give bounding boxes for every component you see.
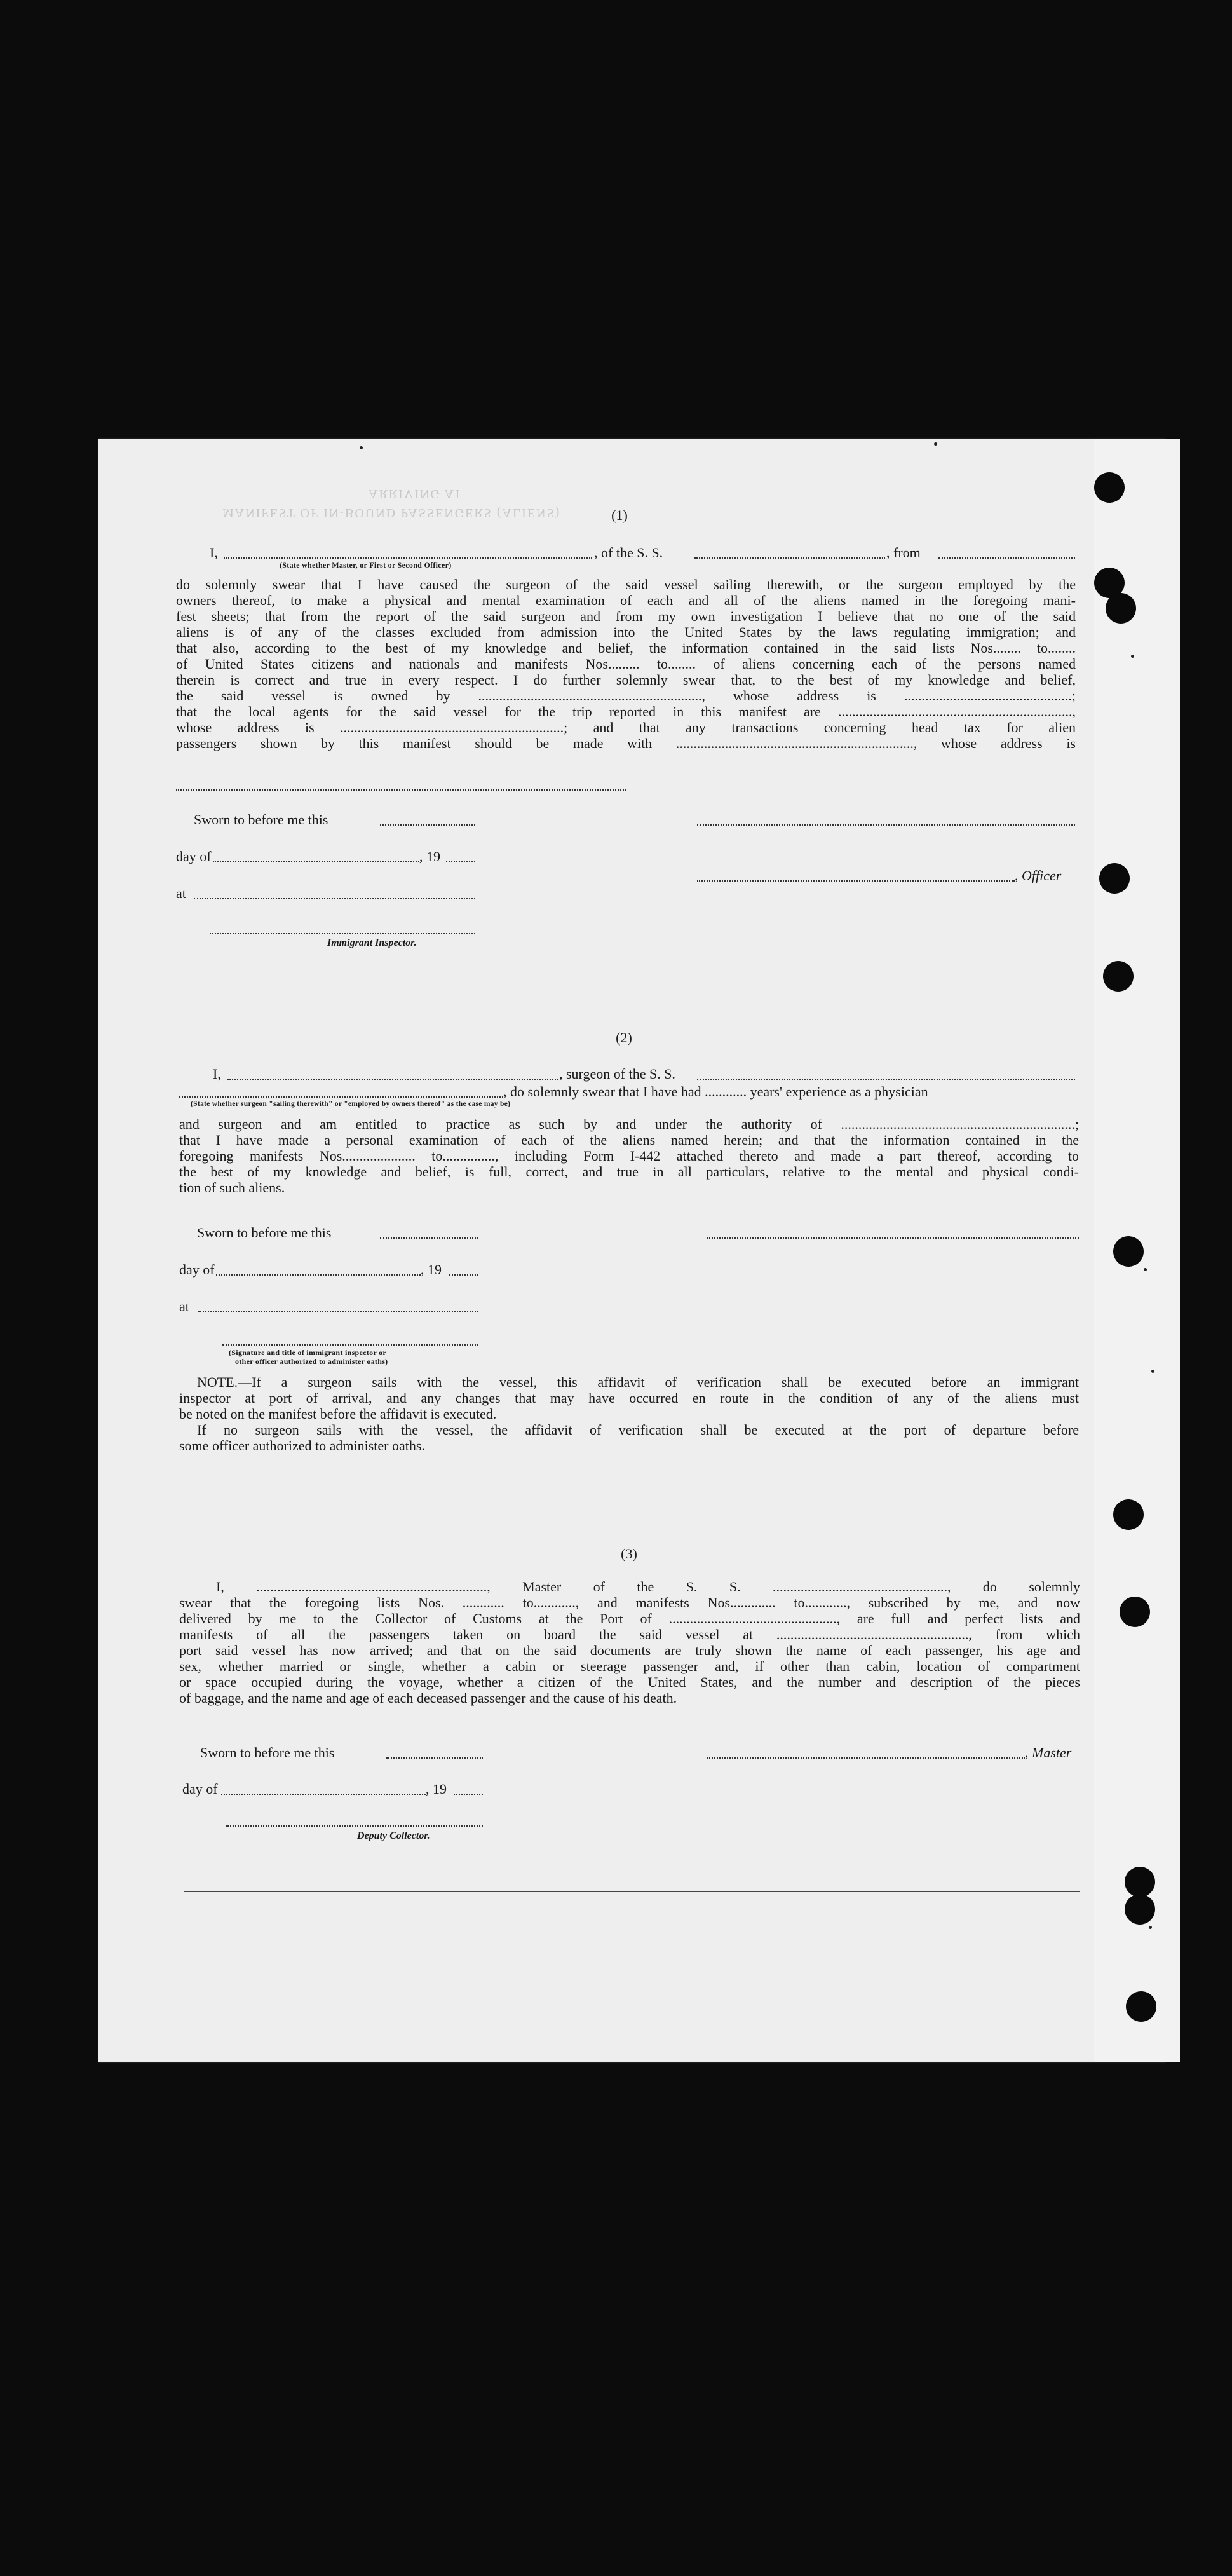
s3-body-line: sex, whether married or single, whether a cabin or steerage passenger and, if other than cabin, location of compartment [179,1658,1080,1674]
speck [934,442,937,446]
s1-from: , from [886,545,921,561]
s1-officer-signature-line [697,824,1075,826]
s1-of-ss: , of the S. S. [594,545,663,561]
s1-body-line: of United States citizens and nationals and manifests Nos......... to........ of aliens concerning each of the persons named [176,656,1076,672]
binder-hole [1099,863,1130,894]
s3-body-line: delivered by me to the Collector of Customs at the Port of ................................................, are full and perfect lists and [179,1611,1080,1626]
s2-line-2: , do solemnly swear that I have had ............ years' experience as a physician [503,1084,928,1100]
section-2-number: (2) [616,1030,632,1046]
s2-note [179,1374,1079,1454]
s1-body-line: that also, according to the best of my knowledge and belief, the information contained in the said lists Nos........ to........ [176,640,1076,656]
binder-hole [1125,1867,1155,1897]
s1-day-line [213,861,419,862]
s2-sworn-label: Sworn to before me this [197,1225,332,1241]
s3-body-line: manifests of all the passengers taken on board the said vessel at ......................................................., from which [179,1626,1080,1642]
s1-at-line [194,898,475,899]
s3-day-of: day of [182,1781,218,1797]
s2-signature-line [707,1237,1079,1239]
s1-sworn-label: Sworn to before me this [194,812,328,828]
s2-body-line: tion of such aliens. [179,1180,285,1196]
s2-sig-note-1: (Signature and title of immigrant inspector or [229,1348,387,1357]
s2-surgeon-of-ss: , surgeon of the S. S. [559,1066,675,1082]
s2-officer-signature-line [222,1344,478,1346]
s1-address-continuation-line [176,789,626,791]
binder-hole [1120,1597,1150,1627]
s3-body-line: swear that the foregoing lists Nos. ............ to............, and manifests Nos............. to............, subscribed by me, and now [179,1595,1080,1611]
s3-body-line: I, .................................................................., Master of the S. S. .................................................., do solemnly [216,1579,1080,1595]
s2-day-of: day of [179,1262,215,1278]
s1-body-line: fest sheets; that from the report of the said surgeon and from my own investigation I believe that no one of the said [176,608,1076,624]
s2-day-line [216,1274,421,1276]
s2-note-line: If no surgeon sails with the vessel, the affidavit of verification shall be executed at the port of departure before [197,1422,1079,1438]
s1-body [176,576,1076,751]
s3-year: , 19 [426,1781,447,1797]
s1-body-line: that the local agents for the said vessel for the trip reported in this manifest are ..................................................................., [176,704,1076,719]
s1-year-line [446,861,475,862]
s1-inspector: Immigrant Inspector. [327,937,417,948]
s3-master: , Master [1025,1745,1072,1761]
speck [1149,1926,1152,1929]
s3-day-line [221,1794,426,1795]
s2-sworn-line [380,1237,478,1239]
s1-sworn-line [380,824,475,826]
s1-body-line: owners thereof, to make a physical and mental examination of each and all of the aliens named in the foregoing mani- [176,592,1076,608]
s2-surgeon-note: (State whether surgeon "sailing therewith" or "employed by owners thereof" as the case may be) [191,1100,511,1108]
section-1-number: (1) [611,507,628,523]
s1-master-note: (State whether Master, or First or Second Officer) [280,561,452,569]
speck [1131,655,1134,658]
s2-surgeon-name-line [227,1079,558,1080]
s3-sworn-line [386,1757,483,1759]
s1-officer: , Officer [1015,868,1062,883]
s1-vessel-line [694,557,885,559]
s1-body-line: passengers shown by this manifest should be made with ...................................................................., whose address is [176,735,1076,751]
speck [1144,1268,1147,1271]
s2-year-line [449,1274,478,1276]
binder-hole [1126,1991,1156,2022]
s1-body-line: whose address is ................................................................; and that any transactions concerning head tax for alien [176,719,1076,735]
s2-sig-note-2: other officer authorized to administer oaths) [235,1357,388,1366]
s3-deputy: Deputy Collector. [357,1830,430,1841]
speck [360,446,363,449]
s3-deputy-line [226,1825,483,1827]
s2-note-line: be noted on the manifest before the affidavit is executed. [179,1406,497,1422]
s2-body-line: and surgeon and am entitled to practice as such by and under the authority of ...................................................................; [179,1116,1079,1132]
s1-day-of: day of [176,848,212,864]
bleed-through-text: MANIFEST OF IN-BOUND PASSENGERS (ALIENS) [222,506,561,520]
bottom-rule [184,1891,1080,1892]
s3-body-line: of baggage, and the name and age of each deceased passenger and the cause of his death. [179,1690,677,1706]
s1-body-line: the said vessel is owned by ................................................................, whose address is ................................................; [176,688,1076,704]
section-3-number: (3) [621,1546,637,1562]
s1-officer-line [697,880,1015,882]
binder-hole [1113,1236,1144,1267]
binder-hole [1113,1499,1144,1530]
s3-body-line: port said vessel has now arrived; and that on the said documents are truly shown the name of each passenger, his age and [179,1642,1080,1658]
s2-i: I, [213,1066,221,1082]
s3-sworn-label: Sworn to before me this [200,1745,335,1761]
s2-note-line: inspector at port of arrival, and any changes that may have occurred en route in the condition of any of the aliens must [179,1390,1079,1406]
s2-at: at [179,1298,189,1314]
s2-body [179,1116,1079,1196]
binder-hole [1094,472,1125,503]
s2-body-line: that I have made a personal examination of each of the aliens named herein; and that the information contained in the [179,1132,1079,1148]
s1-year: , 19 [419,848,440,864]
s3-body-line: or space occupied during the voyage, whether a citizen of the United States, and the number and description of the pieces [179,1674,1080,1690]
bleed-through-text: ARRIVING AT [369,487,463,501]
s2-surgeon-type-line [179,1096,503,1098]
binder-hole [1106,593,1136,624]
s3-master-signature-line [707,1757,1025,1759]
s1-at: at [176,885,186,901]
speck [1151,1370,1154,1373]
s1-body-line: do solemnly swear that I have caused the surgeon of the said vessel sailing therewith, or the surgeon employed by the [176,576,1076,592]
s2-at-line [198,1311,478,1312]
s3-year-line [454,1794,483,1795]
s2-year: , 19 [421,1262,442,1278]
s2-body-line: foregoing manifests Nos..................... to..............., including Form I-442 attached thereto and made a part thereof, according to [179,1148,1079,1164]
s2-body-line: the best of my knowledge and belief, is full, correct, and true in all particulars, relative to the mental and physical condi- [179,1164,1079,1180]
s1-inspector-line [210,933,475,934]
s2-note-line: some officer authorized to administer oaths. [179,1438,425,1454]
s1-body-line: aliens is of any of the classes excluded from admission into the United States by the laws regulating immigration; and [176,624,1076,640]
s1-master-name-line [224,557,592,559]
binder-hole [1103,961,1134,992]
s3-body [179,1579,1080,1706]
s1-from-line [938,557,1075,559]
s2-note-line: NOTE.—If a surgeon sails with the vessel, this affidavit of verification shall be executed before an immigrant [197,1374,1079,1390]
s2-vessel-line [697,1079,1075,1080]
s1-i: I, [210,545,218,561]
s1-body-line: therein is correct and true in every respect. I do further solemnly swear that, to the best of my knowledge and belief, [176,672,1076,688]
binder-hole [1125,1894,1155,1925]
